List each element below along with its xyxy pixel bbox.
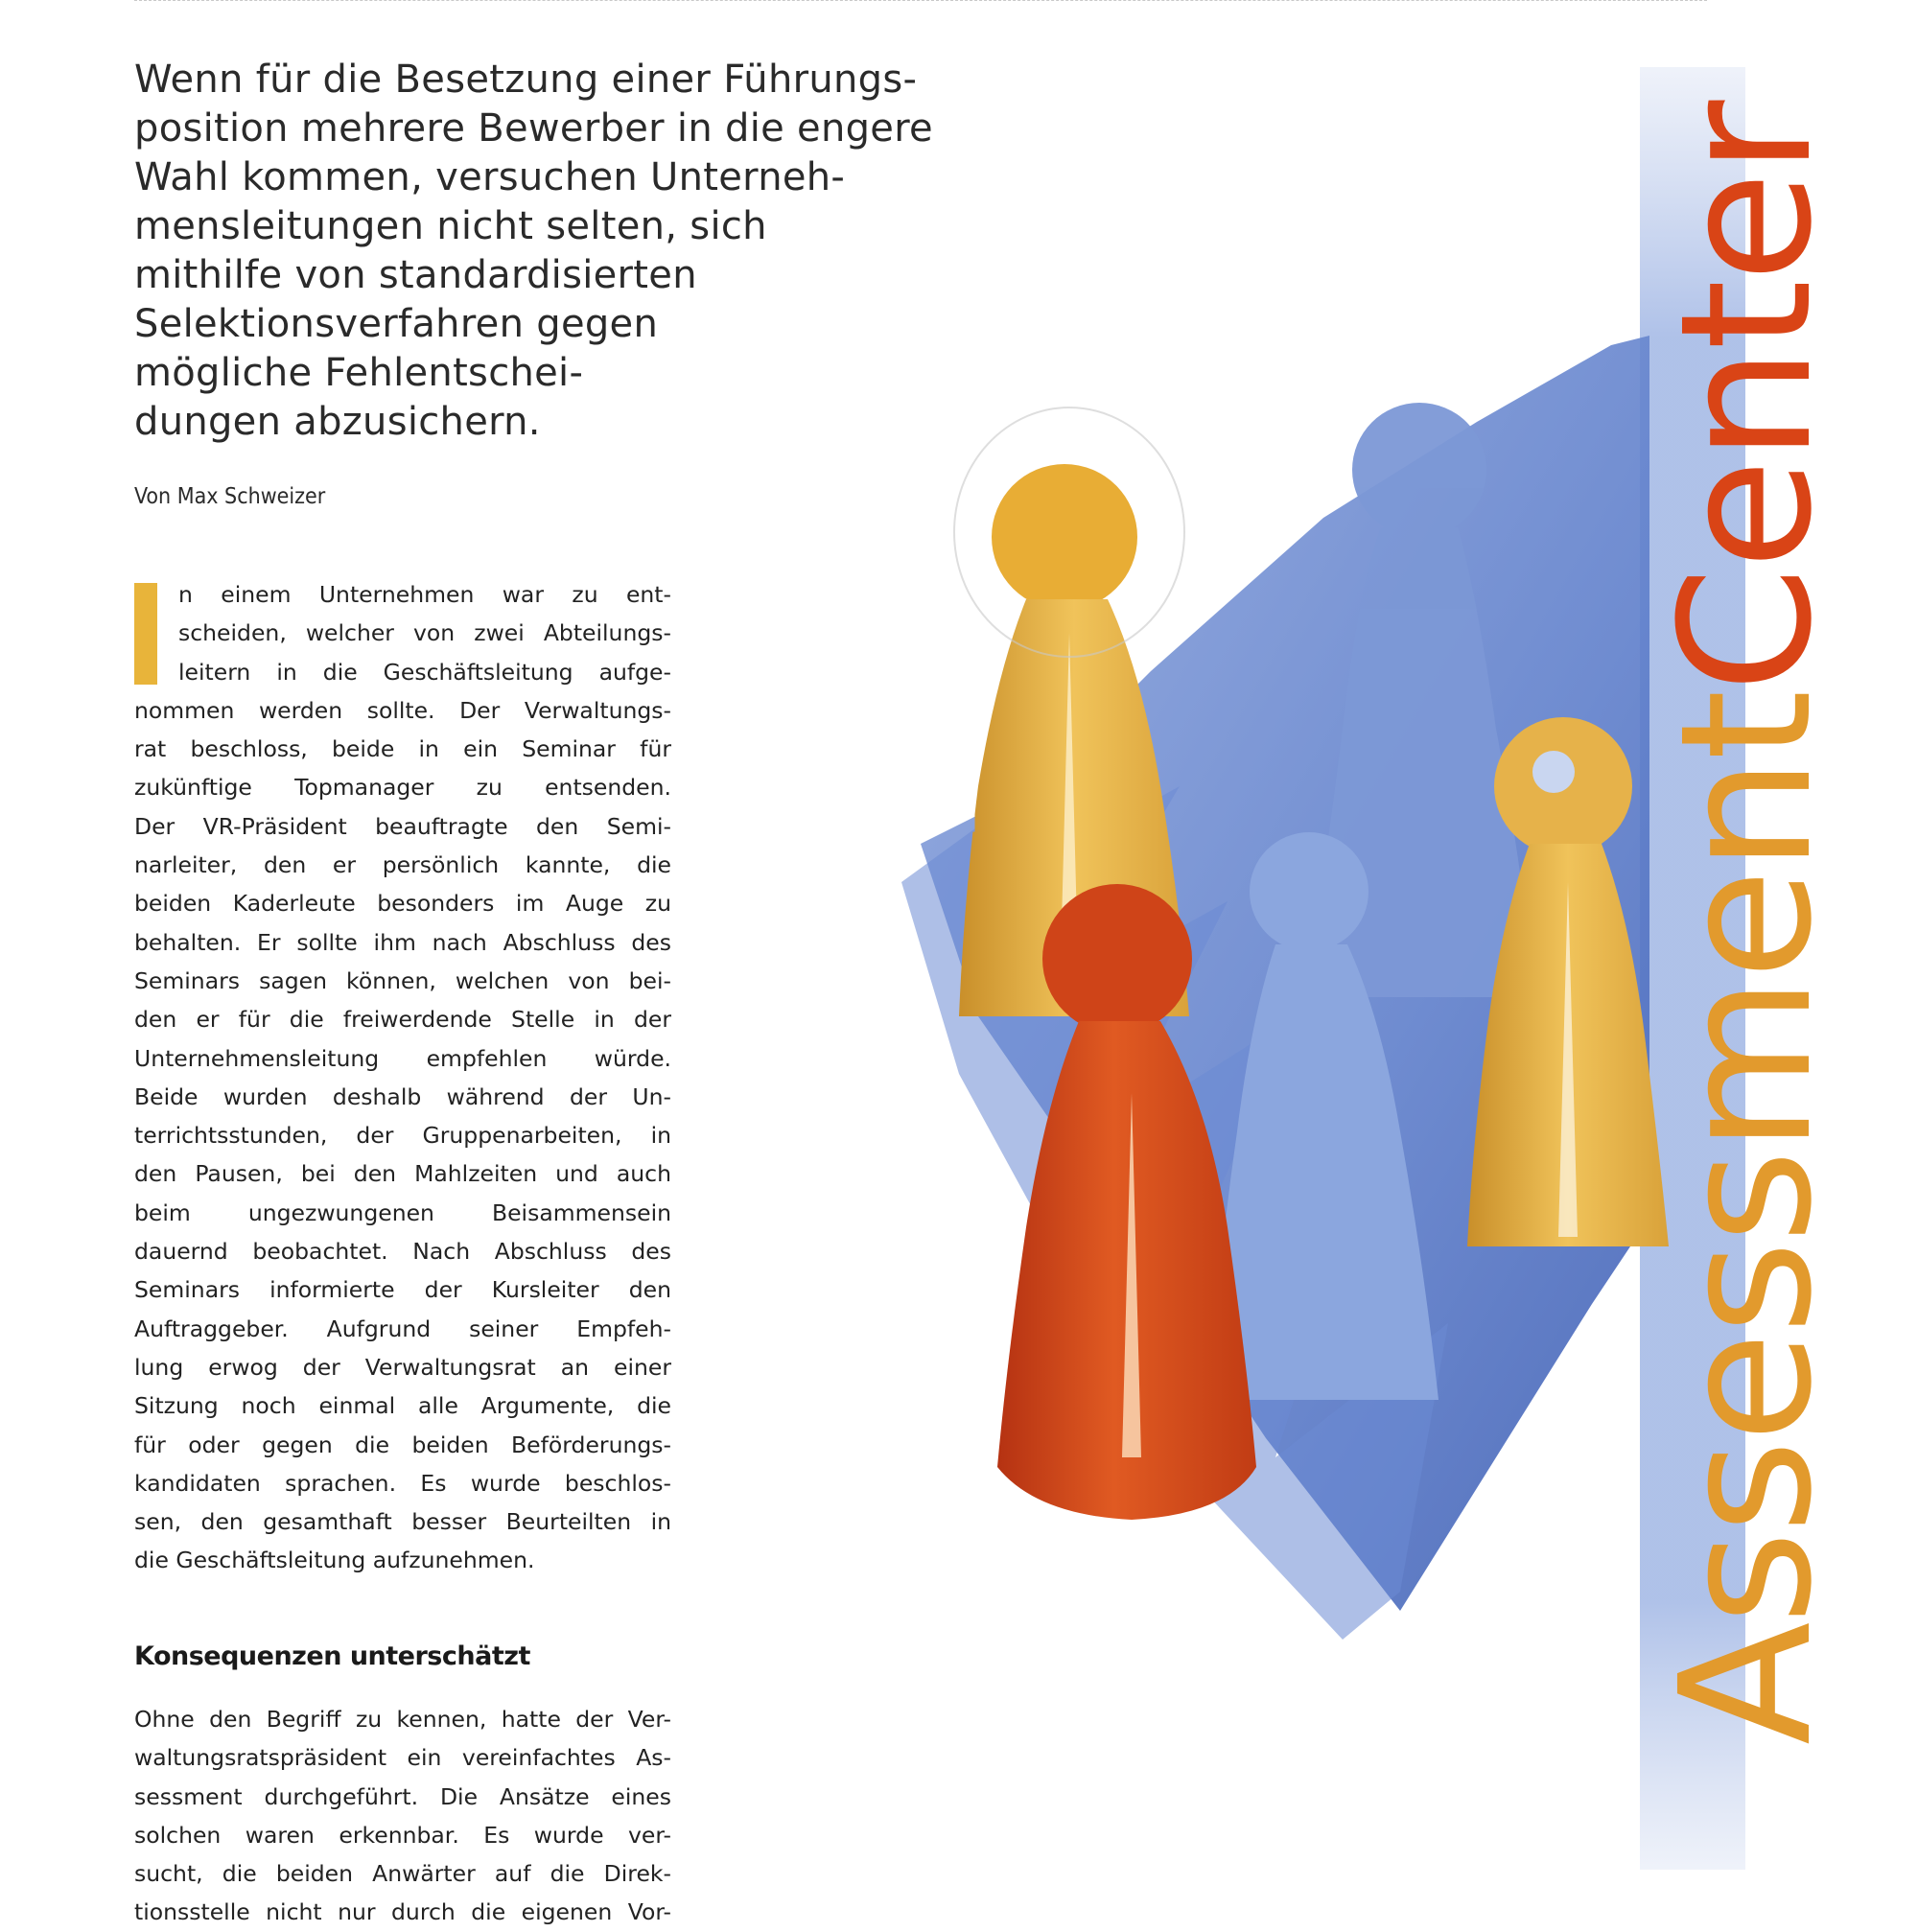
body-line: behalten. Er sollte ihm nach Abschluss des: [134, 928, 671, 956]
body-line: terrichtsstunden, der Gruppenarbeiten, in: [134, 1122, 671, 1150]
body-line: Beide wurden deshalb während der Un-: [134, 1082, 671, 1110]
body-line: Seminars informierte der Kursleiter den: [134, 1276, 671, 1304]
section-heading: Konsequenzen unterschätzt: [134, 1641, 530, 1671]
lead-line: Selektionsverfahren gegen: [134, 302, 659, 346]
body-line: leitern in die Geschäftsleitung aufge-: [178, 658, 671, 686]
lead-line: mithilfe von standardisierten: [134, 253, 697, 297]
article-lead: [134, 56, 978, 447]
body-line: Unternehmensleitung empfehlen würde.: [134, 1044, 671, 1072]
body-line: beiden Kaderleute besonders im Auge zu: [134, 890, 671, 918]
body-line: die Geschäftsleitung aufzunehmen.: [134, 1547, 535, 1574]
body-line: sessment durchgeführt. Die Ansätze eines: [134, 1782, 671, 1810]
article-body: [134, 575, 671, 1580]
body-line: rat beschloss, beide in ein Seminar für: [134, 735, 671, 763]
body-line: sen, den gesamthaft besser Beurteilten in: [134, 1508, 671, 1536]
article-body-continued: [134, 1700, 671, 1932]
body-line: waltungsratspräsident ein vereinfachtes As-: [134, 1744, 671, 1772]
body-line: Seminars sagen können, welchen von bei-: [134, 966, 671, 994]
body-line: lung erwog der Verwaltungsrat an einer: [134, 1353, 671, 1381]
body-line: den Pausen, bei den Mahlzeiten und auch: [134, 1160, 671, 1188]
body-line: scheiden, welcher von zwei Abteilungs-: [178, 619, 671, 647]
body-line: beim ungezwungenen Beisammensein: [134, 1199, 671, 1226]
body-line: Auftraggeber. Aufgrund seiner Empfeh-: [134, 1315, 671, 1342]
body-line: tionsstelle nicht nur durch die eigenen Vor-: [134, 1898, 671, 1926]
top-rule: [134, 0, 1707, 7]
lead-line: position mehrere Bewerber in die engere: [134, 106, 933, 151]
lead-line: mögliche Fehlentschei-: [134, 351, 584, 395]
body-line: dauernd beobachtet. Nach Abschluss des: [134, 1238, 671, 1266]
lead-line: Wenn für die Besetzung einer Führungs-: [134, 58, 918, 102]
body-line: den er für die freiwerdende Stelle in der: [134, 1006, 671, 1034]
title-part-assessment: Assessment: [1642, 692, 1852, 1745]
body-line: Ohne den Begriff zu kennen, hatte der Ver-: [134, 1706, 671, 1733]
body-line: narleiter, den er persönlich kannte, die: [134, 851, 671, 879]
body-line: sucht, die beiden Anwärter auf die Direk-: [134, 1860, 671, 1888]
body-line: nommen werden sollte. Der Verwaltungs-: [134, 696, 671, 724]
body-line: solchen waren erkennbar. Es wurde ver-: [134, 1821, 671, 1849]
title-part-center: Center: [1642, 103, 1852, 693]
body-line: n einem Unternehmen war zu ent-: [178, 581, 671, 608]
body-line: zukünftige Topmanager zu entsenden.: [134, 774, 671, 802]
body-line: Sitzung noch einmal alle Argumente, die: [134, 1392, 671, 1420]
lead-line: Wahl kommen, versuchen Unterneh-: [134, 155, 846, 199]
body-line: für oder gegen die beiden Beförderungs-: [134, 1431, 671, 1458]
body-line: Der VR-Präsident beauftragte den Semi-: [134, 812, 671, 840]
vertical-title: [1642, 103, 1852, 1746]
lead-line: dungen abzusichern.: [134, 400, 541, 444]
lead-line: mensleitungen nicht selten, sich: [134, 204, 767, 248]
byline: Von Max Schweizer: [134, 484, 326, 509]
body-line: kandidaten sprachen. Es wurde beschlos-: [134, 1469, 671, 1497]
